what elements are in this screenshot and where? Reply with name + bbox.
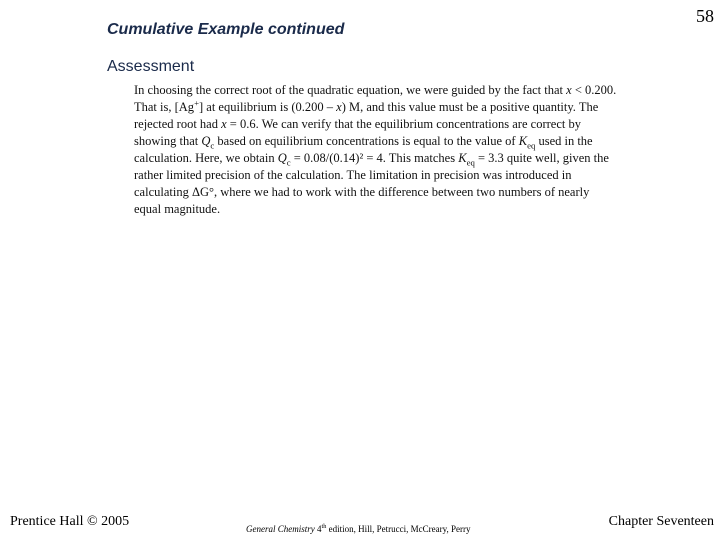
footer-chapter: Chapter Seventeen xyxy=(608,514,714,529)
page-number: 58 xyxy=(696,6,714,26)
footer-copyright: Prentice Hall © 2005 xyxy=(10,514,130,529)
slide-title: Cumulative Example continued xyxy=(107,21,345,38)
footer-citation: General Chemistry 4th edition, Hill, Petrucci, McCreary, Perry xyxy=(246,523,471,534)
body-paragraph: In choosing the correct root of the quadratic equation, we were guided by the fact that x < 0.200. That is, [Ag+] at equilibrium is (0.200 – x) M, and this value must be a positive quantity. The rejected root had x = 0.6. We can verify that the equilibrium concentrations are correct by showing that $Q_c$ based on equilibrium concentrations is equal to the value of $K_{eq}$ used in the calculation. Here, we obtain $Q_c = 0.08/(0.14)^2 = 4$. This matches $K_{eq} = 3.3$ quite well, given the rather limited precision of the calculation. The limitation in precision was introduced in calculating ΔG°, where we had to work with the difference between two numbers of nearly equal magnitude. xyxy=(134,83,617,216)
section-heading: Assessment xyxy=(107,58,195,75)
